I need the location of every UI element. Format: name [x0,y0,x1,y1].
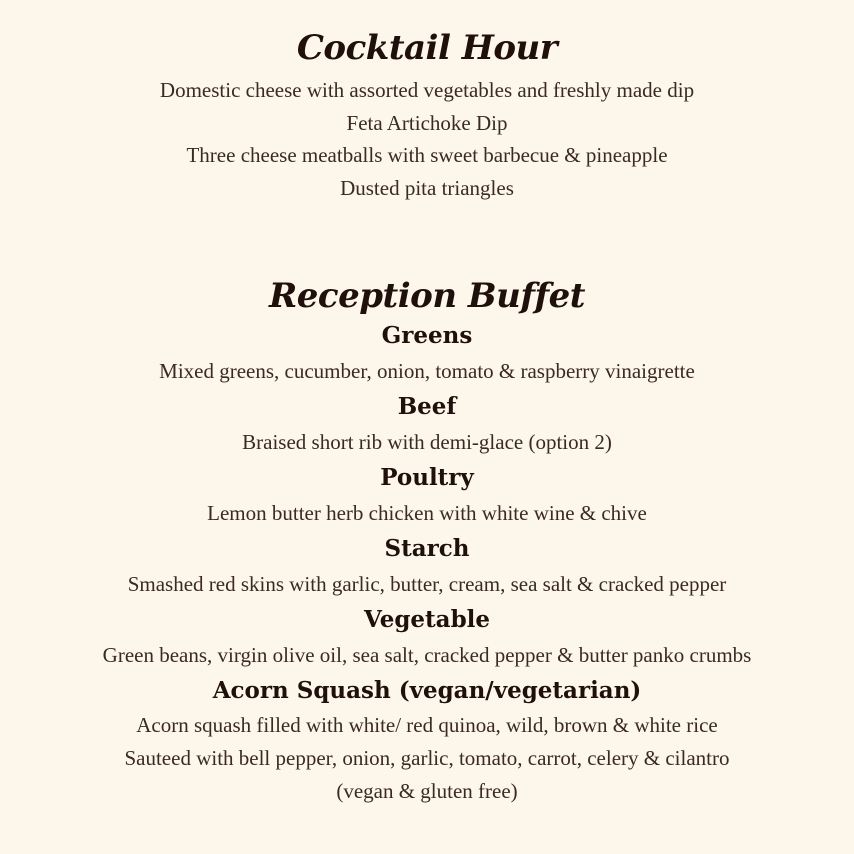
course-heading: Vegetable [363,606,491,633]
course-heading: Beef [397,393,457,420]
cocktail-hour-title: Cocktail Hour [296,28,558,68]
course-heading: Starch [384,535,470,562]
cocktail-hour-section [0,28,854,204]
reception-buffet-title: Reception Buffet [269,276,585,316]
course-heading: Greens [381,322,473,349]
course-heading: Poultry [380,464,474,491]
course-heading: Acorn Squash (vegan/vegetarian) [212,677,642,704]
course-description: Acorn squash filled with white/ red quinoa, wild, brown & white rice [136,712,718,737]
course-poultry [0,460,854,531]
course-description: Green beans, virgin olive oil, sea salt, cracked pepper & butter panko crumbs [102,642,752,667]
course-description: Mixed greens, cucumber, onion, tomato & raspberry vinaigrette [159,358,695,383]
course-starch [0,531,854,602]
cocktail-item: Domestic cheese with assorted vegetables and freshly made dip [159,78,695,102]
cocktail-item: Three cheese meatballs with sweet barbecue & pineapple [186,143,668,167]
course-description: Lemon butter herb chicken with white wine & chive [207,500,647,525]
cocktail-item: Feta Artichoke Dip [346,110,508,135]
course-description: Sauteed with bell pepper, onion, garlic, tomato, carrot, celery & cilantro [124,745,730,770]
course-beef [0,389,854,460]
course-description: Braised short rib with demi-glace (option 2) [242,429,612,454]
reception-buffet-section [0,276,854,808]
course-acorn-squash [0,673,854,808]
cocktail-item: Dusted pita triangles [340,175,514,200]
course-greens [0,318,854,389]
course-description: (vegan & gluten free) [336,778,518,803]
course-vegetable [0,602,854,673]
course-description: Smashed red skins with garlic, butter, cream, sea salt & cracked pepper [127,571,727,596]
